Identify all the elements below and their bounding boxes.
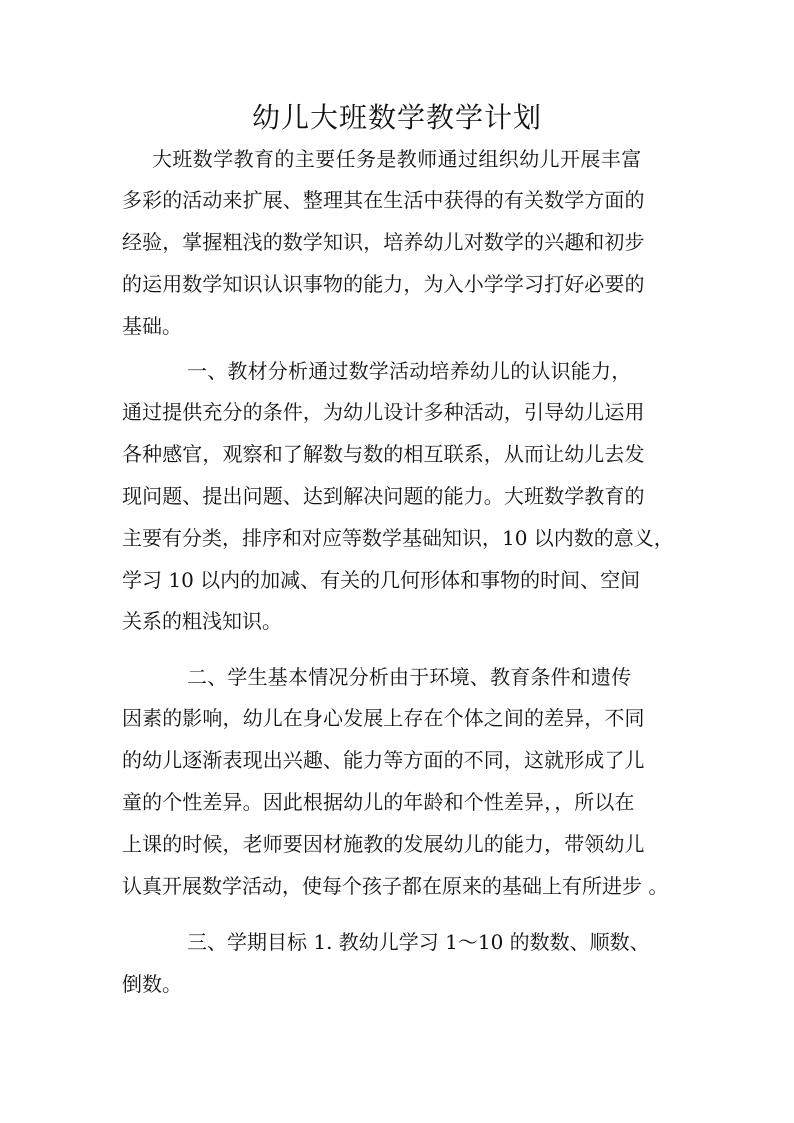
- paragraph-3-line-2: 因素的影响，幼儿在身心发展上存在个体之间的差异，不同: [122, 706, 645, 730]
- paragraph-1-line-3: 经验，掌握粗浅的数学知识，培养幼儿对数学的兴趣和初步: [122, 230, 645, 254]
- paragraph-1-line-4: 的运用数学知识认识事物的能力，为入小学学习打好必要的: [122, 272, 645, 296]
- document-title: 幼儿大班数学教学计划: [251, 101, 542, 134]
- paragraph-3-line-3: 的幼儿逐渐表现出兴趣、能力等方面的不同，这就形成了儿: [122, 748, 645, 772]
- paragraph-1-line-5: 基础。: [122, 314, 182, 338]
- paragraph-3-line-6: 认真开展数学活动，使每个孩子都在原来的基础上有所进步 。: [122, 874, 669, 898]
- paragraph-1-line-1: 大班数学教育的主要任务是教师通过组织幼儿开展丰富: [152, 147, 642, 171]
- paragraph-4-line-1: 三、学期目标 1. 教幼儿学习 1～10 的数数、顺数、: [187, 930, 650, 954]
- paragraph-3-line-1: 二、学生基本情况分析由于环境、教育条件和遗传: [187, 665, 632, 689]
- paragraph-2-line-4: 现问题、提出问题、达到解决问题的能力。大班数学教育的: [122, 484, 645, 508]
- paragraph-4-line-2: 倒数。: [122, 972, 182, 996]
- paragraph-3-line-5: 上课的时候，老师要因材施教的发展幼儿的能力，带领幼儿: [122, 832, 645, 856]
- paragraph-1-line-2: 多彩的活动来扩展、整理其在生活中获得的有关数学方面的: [122, 188, 645, 212]
- paragraph-2-line-7: 关系的粗浅知识。: [122, 609, 282, 633]
- paragraph-2-line-5: 主要有分类，排序和对应等数学基础知识，10 以内数的意义，: [122, 526, 674, 550]
- paragraph-2-line-3: 各种感官，观察和了解数与数的相互联系，从而让幼儿去发: [122, 442, 645, 466]
- paragraph-2-line-1: 一、教材分析通过数学活动培养幼儿的认识能力，: [187, 359, 632, 383]
- paragraph-3-line-4: 童的个性差异。因此根据幼儿的年龄和个性差异，，所以在: [122, 790, 635, 814]
- paragraph-2-line-6: 学习 10 以内的加减、有关的几何形体和事物的时间、空间: [122, 568, 641, 592]
- paragraph-2-line-2: 通过提供充分的条件，为幼儿设计多种活动，引导幼儿运用: [122, 400, 645, 424]
